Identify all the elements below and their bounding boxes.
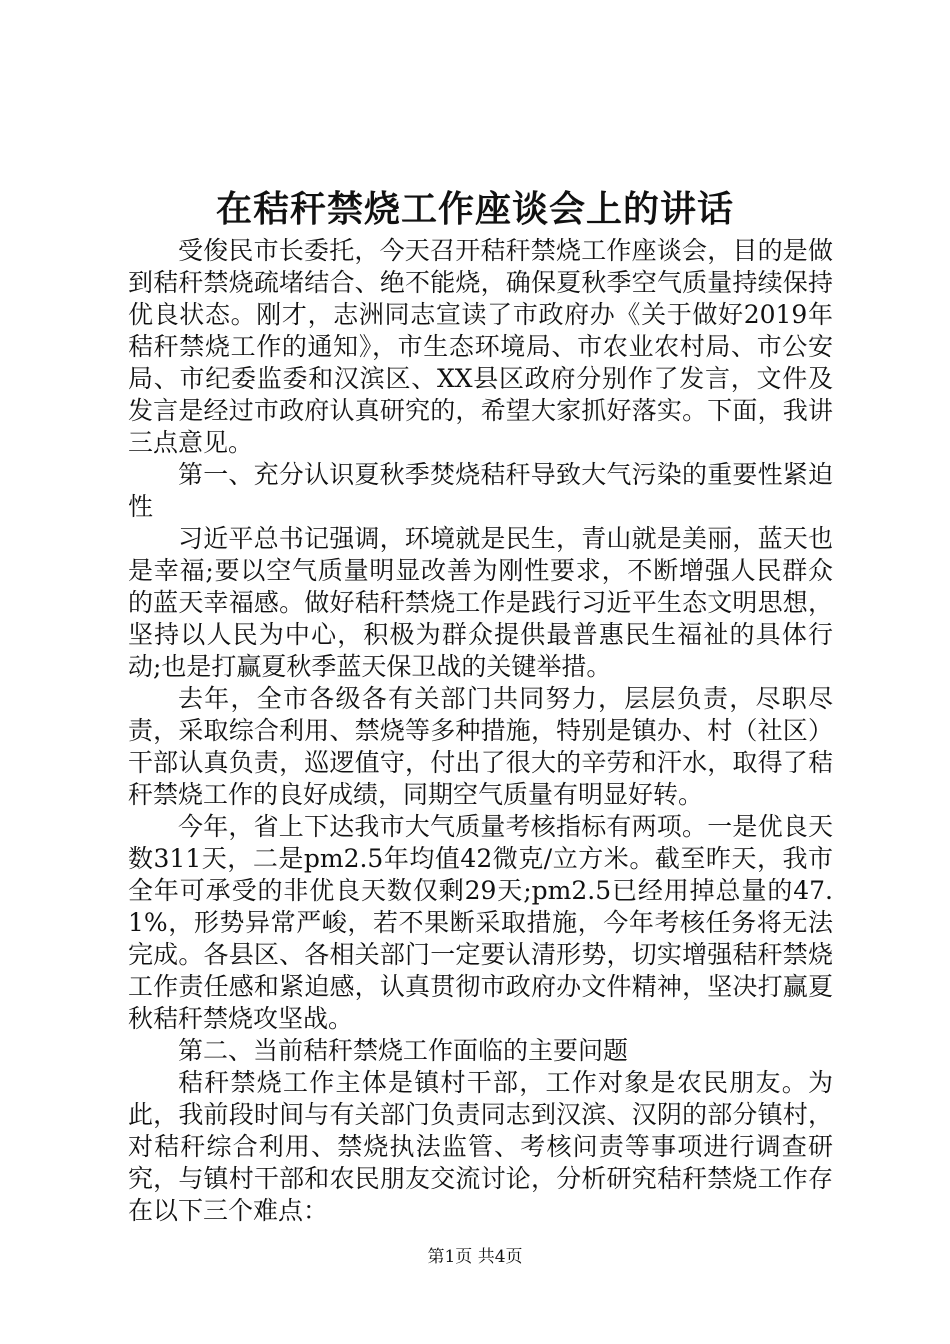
paragraph-this-year: 今年，省上下达我市大气质量考核指标有两项。一是优良天数311天，二是pm2.5年均值42微克/立方米。截至昨天，我市全年可承受的非优良天数仅剩29天;pm2.5已经用掉总量的47.1%，形势异常严峻，若不果断采取措施，今年考核任务将无法完成。各县区、各相关部门一定要认清形势，切实增强秸秆禁烧工作责任感和紧迫感，认真贯彻市政府办文件精神，坚决打赢夏秋秸秆禁烧攻坚战。 — [128, 812, 833, 1033]
document-title: 在秸秆禁烧工作座谈会上的讲话 — [215, 188, 734, 230]
paragraph-importance: 习近平总书记强调，环境就是民生，青山就是美丽，蓝天也是幸福;要以空气质量明显改善为刚性要求，不断增强人民群众的蓝天幸福感。做好秸秆禁烧工作是践行习近平生态文明思想，坚持以人民为中心，积极为群众提供最普惠民生福祉的具体行动;也是打赢夏秋季蓝天保卫战的关键举措。 — [128, 524, 833, 681]
paragraph-last-year: 去年，全市各级各有关部门共同努力，层层负责，尽职尽责，采取综合利用、禁烧等多种措施，特别是镇办、村（社区）干部认真负责，巡逻值守，付出了很大的辛劳和汗水，取得了秸秆禁烧工作的良好成绩，同期空气质量有明显好转。 — [128, 684, 833, 809]
page-footer: 第1页 共4页 — [427, 1247, 523, 1267]
paragraph-intro: 受俊民市长委托，今天召开秸秆禁烧工作座谈会，目的是做到秸秆禁烧疏堵结合、绝不能烧，确保夏秋季空气质量持续保持优良状态。刚才，志洲同志宣读了市政府办《关于做好2019年秸秆禁烧工作的通知》，市生态环境局、市农业农村局、市公安局、市纪委监委和汉滨区、XX县区政府分别作了发言，文件及发言是经过市政府认真研究的，希望大家抓好落实。下面，我讲三点意见。 — [128, 236, 833, 457]
section-heading-first: 第一、充分认识夏秋季焚烧秸秆导致大气污染的重要性紧迫性 — [128, 460, 833, 521]
paragraph-problems: 秸秆禁烧工作主体是镇村干部，工作对象是农民朋友。为此，我前段时间与有关部门负责同志到汉滨、汉阴的部分镇村，对秸秆综合利用、禁烧执法监管、考核问责等事项进行调查研究，与镇村干部和农民朋友交流讨论，分析研究秸秆禁烧工作存在以下三个难点： — [128, 1068, 833, 1225]
section-heading-second: 第二、当前秸秆禁烧工作面临的主要问题 — [178, 1036, 629, 1065]
document-body — [128, 235, 833, 1227]
